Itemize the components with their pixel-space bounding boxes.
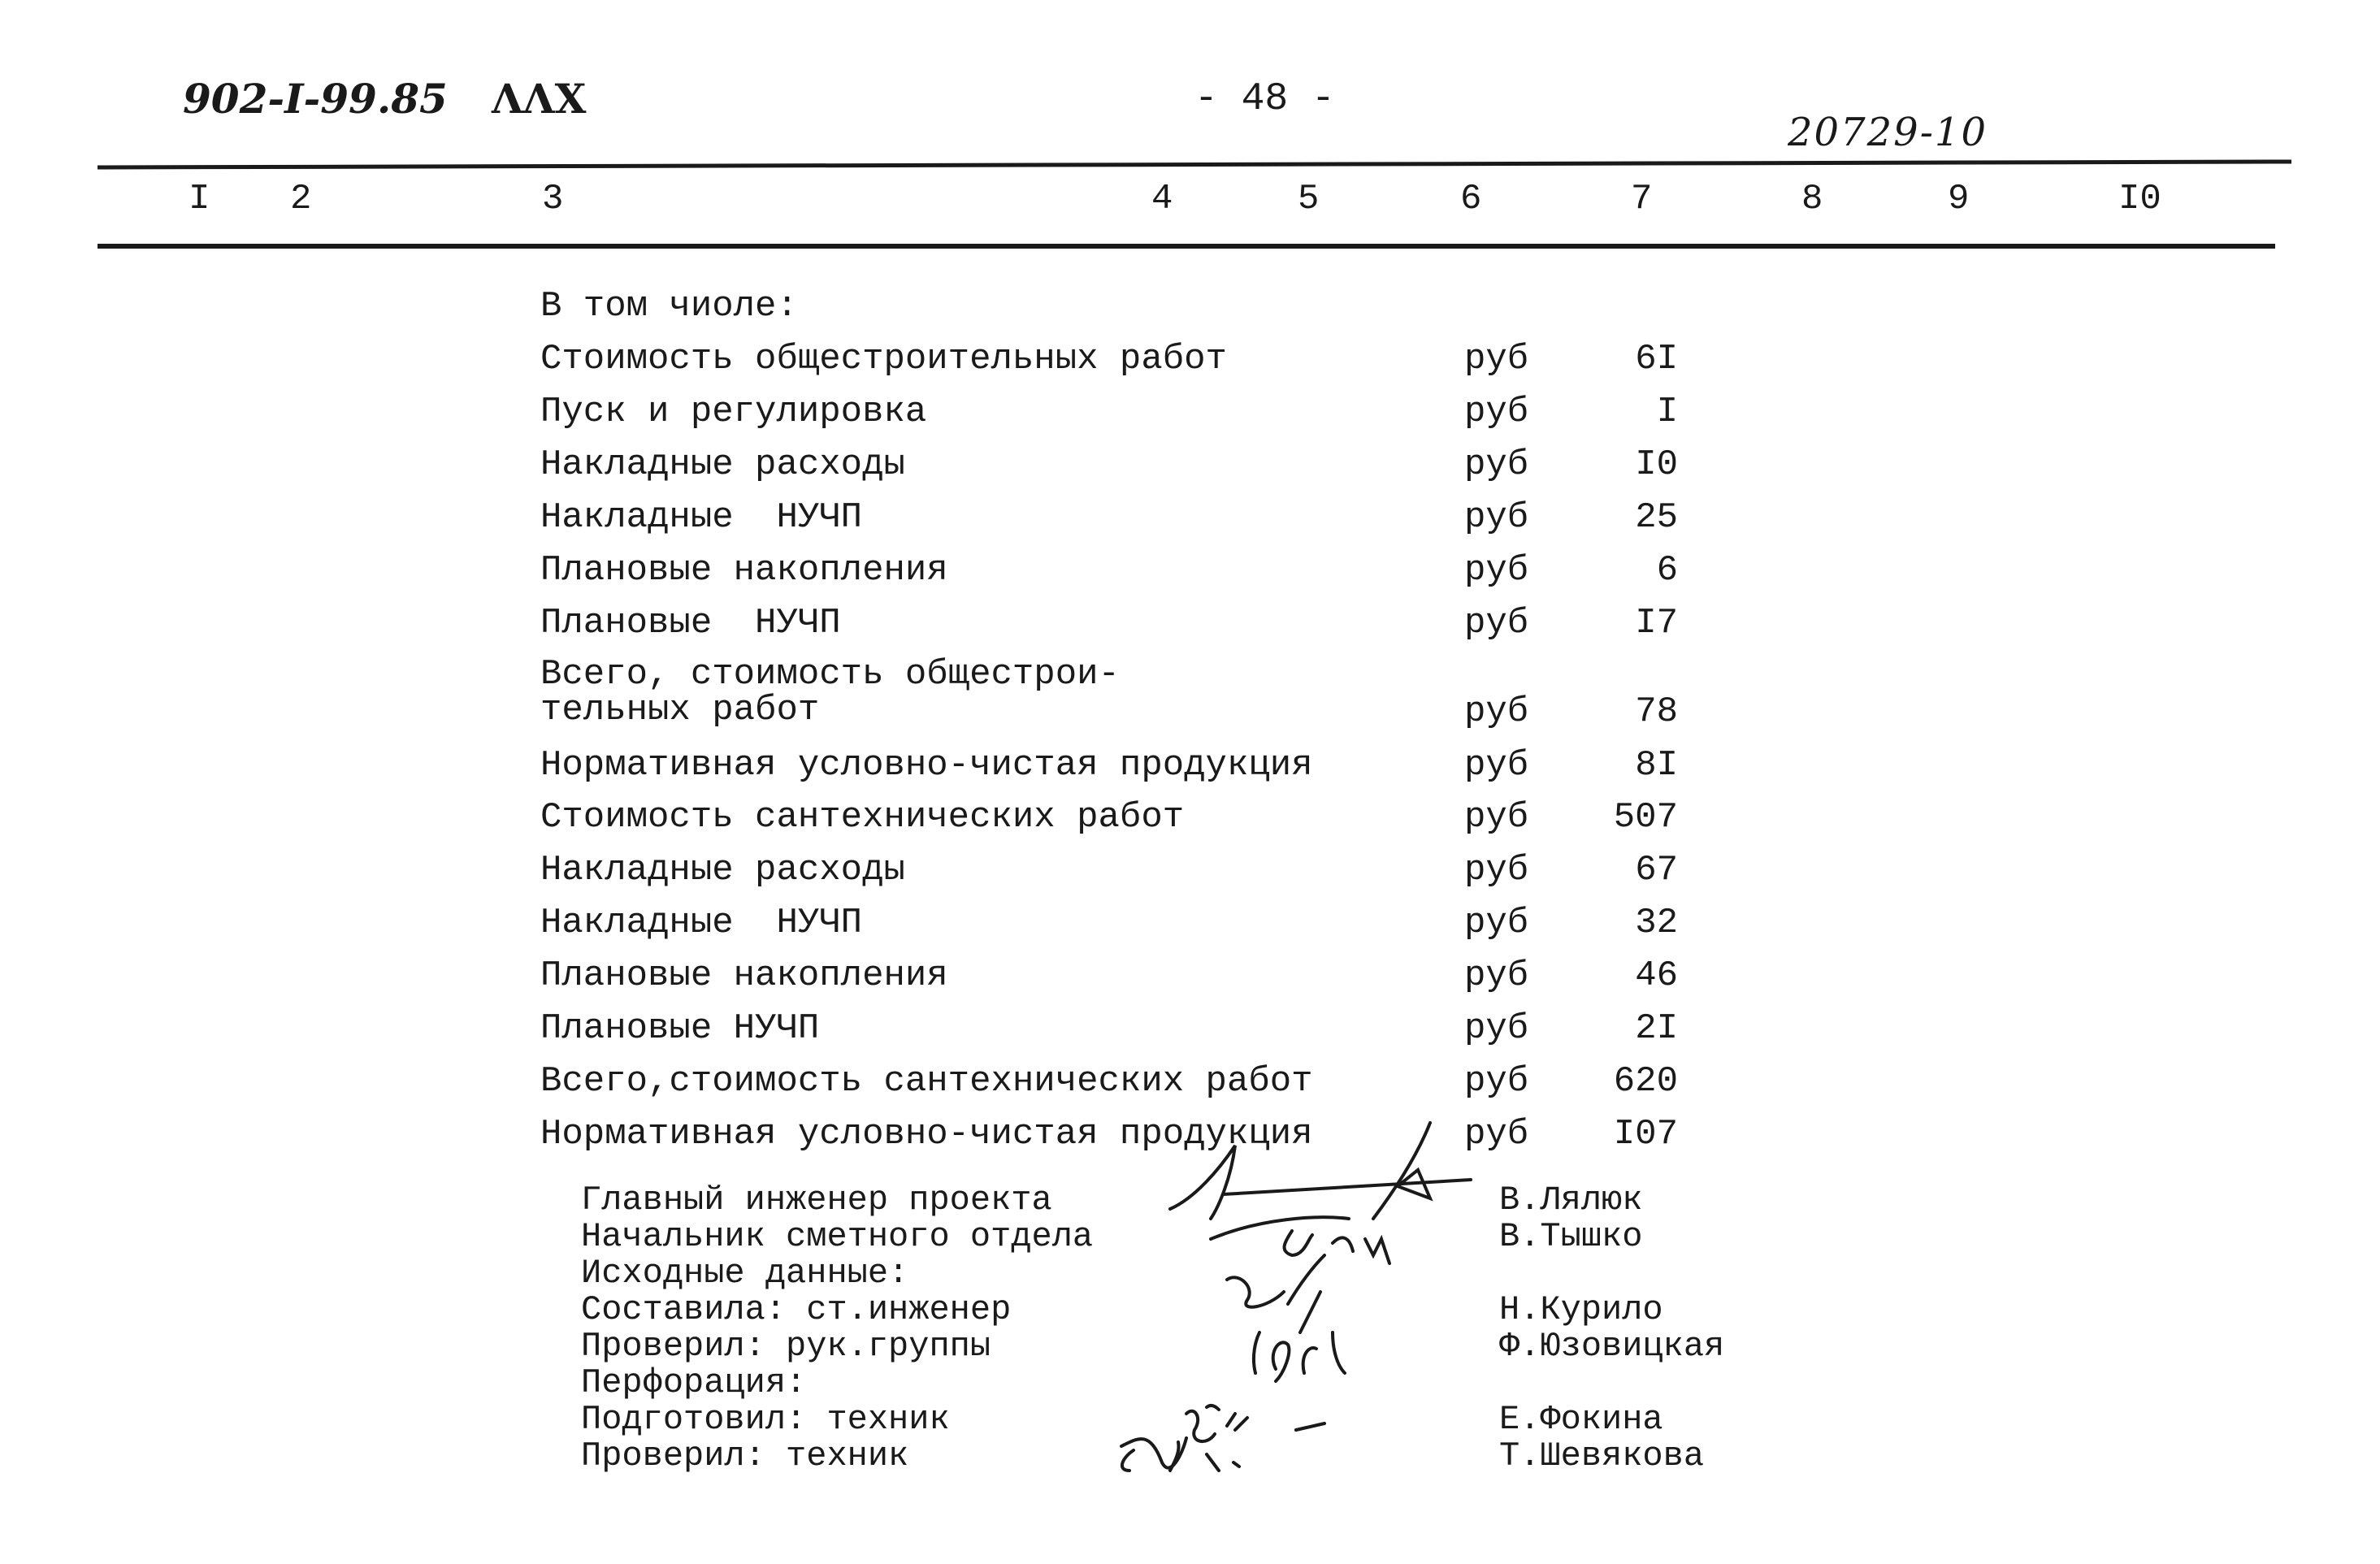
row-value: 6I — [1635, 339, 1678, 379]
row-value: 78 — [1635, 691, 1678, 732]
row-unit: руб — [1464, 603, 1529, 643]
row-label: Накладные расходы — [540, 444, 905, 485]
row-unit: руб — [1464, 797, 1529, 838]
row-label: Всего,стоимость сантехнических работ — [540, 1061, 1313, 1102]
row-unit: руб — [1464, 392, 1529, 432]
signer-name: В.Лялюк — [1499, 1181, 1643, 1220]
row-label: В том чиоле: — [540, 286, 798, 327]
signer-role: Исходные данные: — [581, 1254, 909, 1293]
column-number: 5 — [1298, 179, 1320, 219]
row-unit: руб — [1464, 1114, 1529, 1155]
row-value: 32 — [1635, 903, 1678, 943]
signer-role: Главный инженер проекта — [581, 1181, 1052, 1220]
column-number: 2 — [290, 179, 312, 219]
column-number: 9 — [1948, 179, 1970, 219]
row-label: Накладные НУЧП — [540, 497, 863, 538]
row-unit: руб — [1464, 1008, 1529, 1049]
column-number: 8 — [1801, 179, 1823, 219]
row-label: Всего, стоимость общестрои- тельных работ — [540, 654, 1120, 730]
column-number: I0 — [2118, 179, 2161, 219]
row-label: Стоимость сантехнических работ — [540, 797, 1185, 838]
row-unit: руб — [1464, 745, 1529, 786]
signer-role: Составила: ст.инженер — [581, 1290, 1012, 1329]
row-value: 46 — [1635, 955, 1678, 996]
row-value: 6 — [1656, 550, 1678, 591]
row-label: Плановые накопления — [540, 955, 948, 996]
signer-role: Проверил: рук.группы — [581, 1327, 991, 1366]
column-number: 3 — [542, 179, 564, 219]
row-unit: руб — [1464, 550, 1529, 591]
row-value: 2I — [1635, 1008, 1678, 1049]
row-unit: руб — [1464, 444, 1529, 485]
signer-name: Е.Фокина — [1499, 1400, 1663, 1439]
row-label: Стоимость общестроительных работ — [540, 339, 1227, 379]
document-code: 902-I-99.85 — [183, 75, 448, 123]
row-label: Плановые НУЧП — [540, 603, 841, 643]
row-value: 507 — [1613, 797, 1678, 838]
row-value: I7 — [1635, 603, 1678, 643]
row-label: Накладные расходы — [540, 850, 905, 890]
signature-checker — [1254, 1332, 1345, 1381]
signature-preparer — [1121, 1411, 1324, 1471]
row-unit: руб — [1464, 903, 1529, 943]
signature-estimate-head — [1211, 1217, 1389, 1263]
row-label: Нормативная условно-чистая продукция — [540, 1114, 1313, 1155]
row-label: Плановые накопления — [540, 550, 948, 591]
signer-name: В.Тышко — [1499, 1217, 1643, 1256]
row-label: Накладные НУЧП — [540, 903, 863, 943]
column-number: I — [189, 179, 210, 219]
signer-name: Н.Курило — [1499, 1290, 1663, 1329]
column-number: 4 — [1151, 179, 1173, 219]
row-value: I0 — [1635, 444, 1678, 485]
signer-name: Ф.Юзовицкая — [1499, 1327, 1725, 1366]
row-unit: руб — [1464, 850, 1529, 890]
row-value: 25 — [1635, 497, 1678, 538]
row-value: 620 — [1613, 1061, 1678, 1102]
signature-chief-engineer — [1170, 1123, 1471, 1219]
page-number: - 48 - — [1194, 77, 1335, 121]
row-unit: руб — [1464, 1061, 1529, 1102]
signer-role: Начальник сметного отдела — [581, 1217, 1094, 1256]
column-number: 6 — [1460, 179, 1482, 219]
row-label: Плановые НУЧП — [540, 1008, 820, 1049]
signature-compiler — [1227, 1255, 1324, 1332]
signer-role: Перфорация: — [581, 1363, 807, 1402]
row-value: 67 — [1635, 850, 1678, 890]
handwritten-marker: ΛΛΧ — [492, 75, 587, 123]
column-number: 7 — [1631, 179, 1653, 219]
row-value: I — [1656, 392, 1678, 432]
signer-name: Т.Шевякова — [1499, 1436, 1705, 1475]
row-label: Пуск и регулировка — [540, 392, 927, 432]
row-value: I07 — [1613, 1114, 1678, 1155]
row-unit: руб — [1464, 339, 1529, 379]
row-label: Нормативная условно-чистая продукция — [540, 745, 1313, 786]
row-unit: руб — [1464, 497, 1529, 538]
signer-role: Подготовил: техник — [581, 1400, 950, 1439]
row-unit: руб — [1464, 955, 1529, 996]
archive-number: 20729-10 — [1788, 110, 1988, 155]
signer-role: Проверил: техник — [581, 1436, 909, 1475]
row-value: 8I — [1635, 745, 1678, 786]
row-unit: руб — [1464, 691, 1529, 732]
